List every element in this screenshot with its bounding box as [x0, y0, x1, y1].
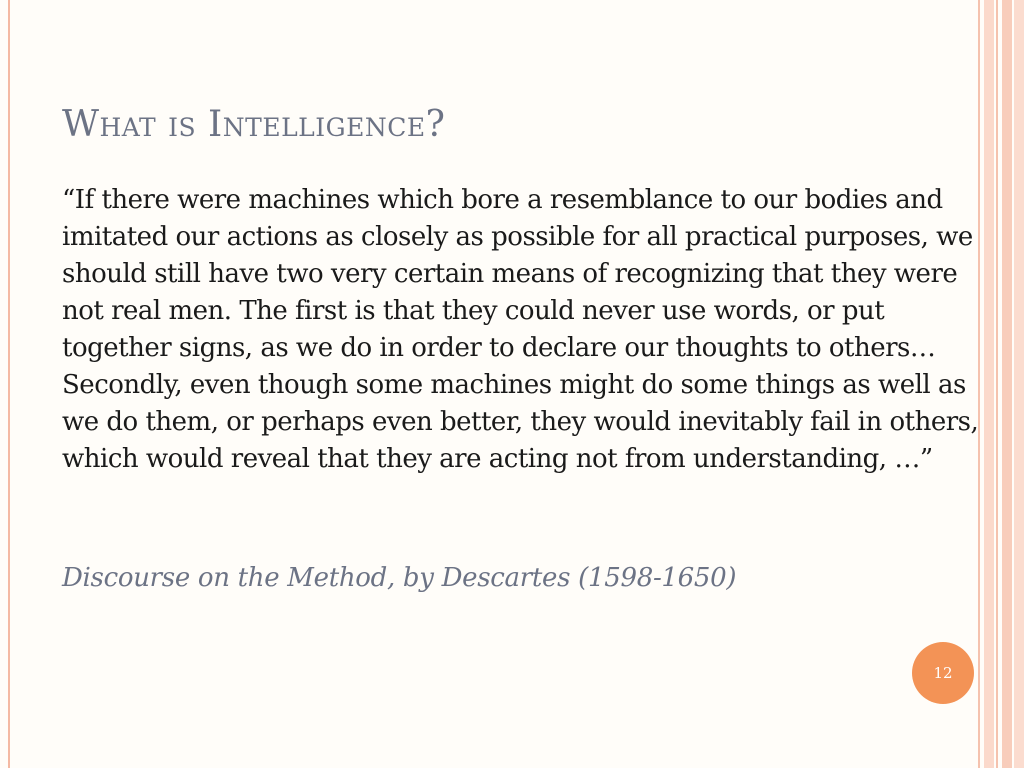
- slide-number-label: 12: [933, 664, 953, 682]
- slide-number-badge: [912, 642, 974, 704]
- left-border-rule: [8, 0, 10, 768]
- slide-title: What is Intelligence?: [62, 104, 446, 145]
- right-border-stripe: [1002, 0, 1012, 768]
- right-border-stripe: [996, 0, 998, 768]
- descartes-quote: “If there were machines which bore a resemblance to our bodies and imitated our actions as closely as possible for all practical purposes, we should still have two very certain means of recognizing that they were not real men. The first is that they could never use words, or put together signs, as we do in order to declare our thoughts to others… Secondly, even though some machines might do some things as well as we do them, or perhaps even better, they would inevitably fail in others, which would reveal that they are acting not from understanding, …”: [62, 185, 979, 474]
- quote-attribution: Discourse on the Method, by Descartes (1598-1650): [62, 563, 737, 593]
- right-border-stripe: [1014, 0, 1024, 768]
